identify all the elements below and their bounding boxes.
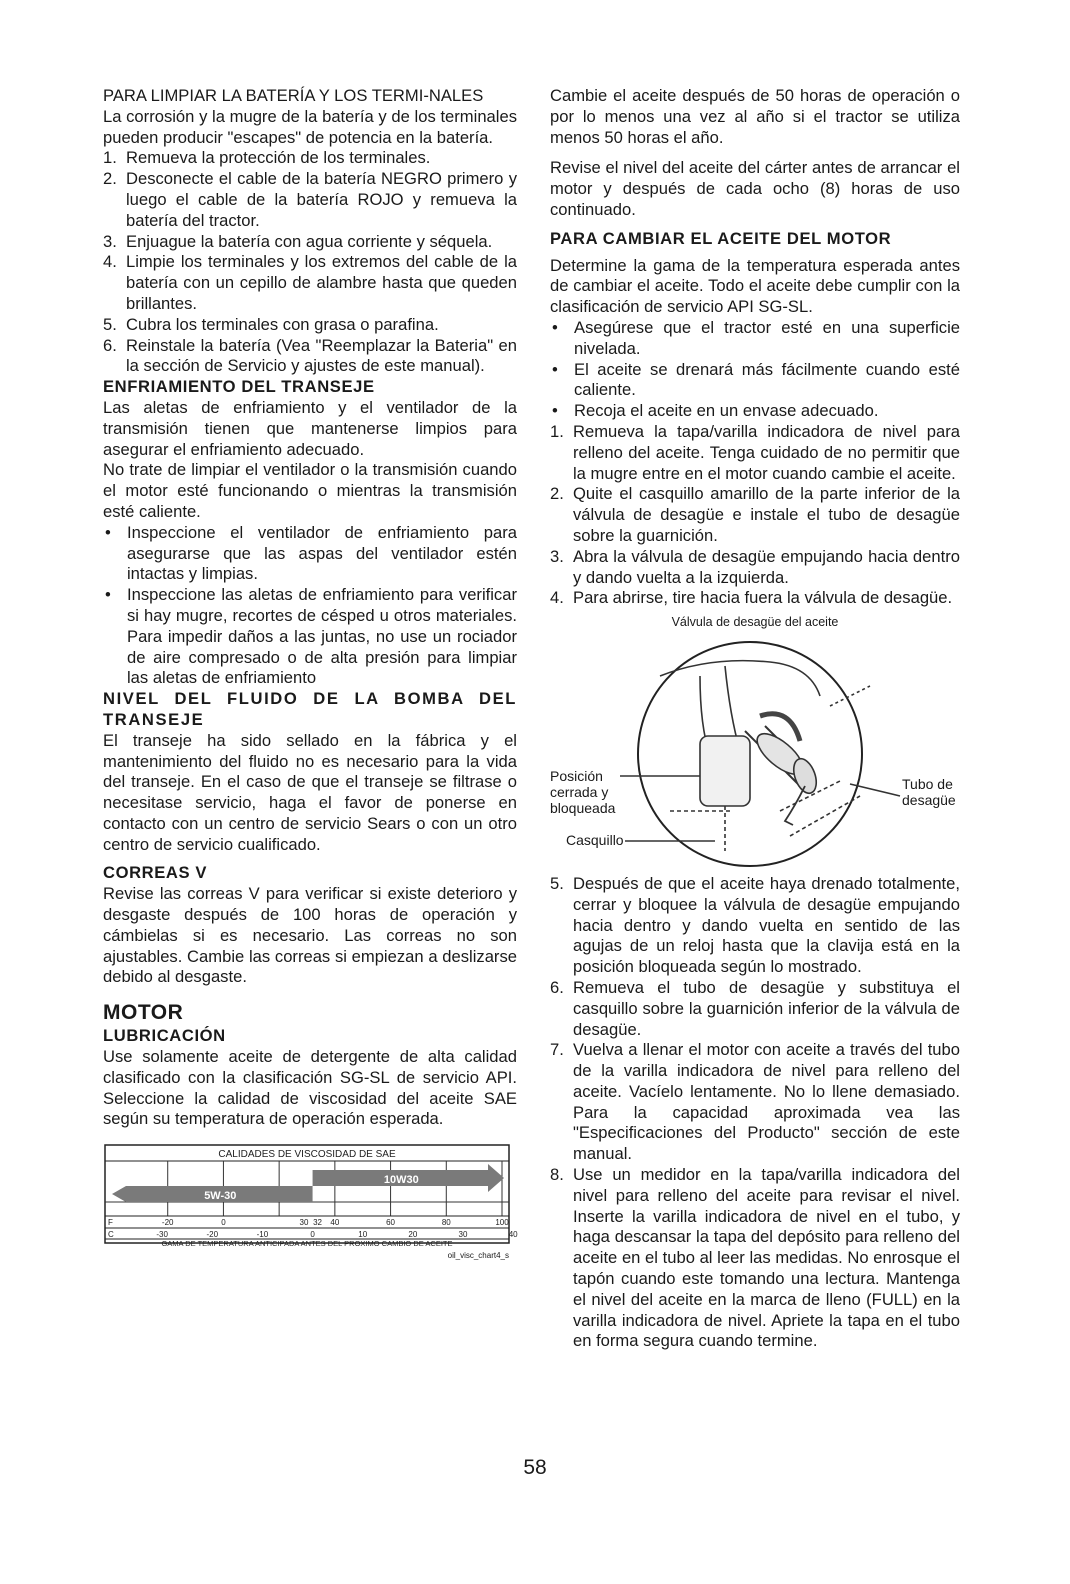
pump-paragraph: El transeje ha sido sellado en la fábrica y el mantenimiento del fluido no es necesario para la vida del transeje. En el caso de que el transeje se filtrase o necesitase servicio, haga el favor de ponerse en contacto con un centro de servicio Sears o con un otro centro de servicio cualificado.: [103, 730, 517, 854]
lubrication-heading: LUBRICACIÓN: [103, 1026, 226, 1046]
item-text: El aceite se drenará más fácilmente cuando esté caliente.: [574, 359, 960, 400]
numbered-item: [550, 588, 960, 609]
bullet-item: [550, 401, 960, 422]
numbered-item: [103, 315, 517, 336]
right-column: [550, 86, 960, 1352]
cooling-paragraph-2: No trate de limpiar el ventilador o la transmisión cuando el motor esté funcionando o mientras la transmisión esté caliente.: [103, 460, 517, 521]
item-text: Remueva la tapa/varilla indicadora de nivel para relleno del aceite. Tenga cuidado de no permitir que la mugre entre en el motor cuando cambie el aceite.: [573, 421, 960, 483]
bullet-marker: •: [552, 401, 558, 421]
celsius-tick: -10: [256, 1230, 269, 1240]
label-closed-locked: Posición cerrada y bloqueada: [550, 767, 616, 816]
item-text: Remueva el tubo de desagüe y substituya el casquillo sobre la guarnición inferior de la válvula de desagüe.: [573, 977, 960, 1039]
drain-valve-diagram: [550, 636, 960, 874]
bullet-item: [103, 523, 517, 585]
item-number: 3.: [550, 546, 564, 566]
oil-change-intro: Determine la gama de la temperatura esperada antes de cambiar el aceite. Todo el aceite debe cumplir con la clasificación de servicio API SG-SL.: [550, 255, 960, 317]
cooling-paragraph-1: Las aletas de enfriamiento y el ventilador de la transmisión tienen que mantenerse limpios para asegurar el enfriamiento adecuado.: [103, 397, 517, 459]
viscosity-bar-label: 5W-30: [204, 1190, 237, 1203]
chart-footer: GAMA DE TEMPERATURA ANTICIPADA ANTES DEL PROXIMO CAMBIO DE ACEITE: [161, 1239, 453, 1249]
numbered-item: [550, 978, 960, 1040]
item-number: 6.: [103, 335, 117, 355]
numbered-item: [103, 169, 517, 231]
item-text: Use un medidor en la tapa/varilla indicadora del nivel para relleno del aceite para revisar el nivel. Inserte la varilla indicadora de nivel en el tubo, y haga descansar la tapa del depósito para relleno del aceite en el tubo al leer las medidas. No enrosque el tapón cuando este tomando una lectura. Mantenga el nivel del aceite en la marca de lleno (FULL) en la varilla indicadora de nivel. Apriete la tapa en el tubo en forma segura cuando termine.: [573, 1165, 960, 1351]
fahrenheit-tick: 100: [495, 1218, 509, 1228]
item-text: Después de que el aceite haya drenado totalmente, cerrar y bloquee la válvula de desagüe empujando hacia dentro y dando vuelta en sentido de las agujas de un reloj hasta que la clavija está en la posición bloqueada según lo mostrado.: [573, 873, 960, 977]
item-number: 1.: [103, 148, 117, 168]
oil-check-paragraph: Revise el nivel del aceite del cárter antes de arrancar el motor y después de cada ocho (8) horas de uso continuado.: [550, 158, 960, 219]
oil-steps-a: [550, 422, 960, 609]
fahrenheit-tick: 40: [330, 1218, 340, 1228]
item-number: 6.: [550, 977, 564, 997]
oil-change-heading: PARA CAMBIAR EL ACEITE DEL MOTOR: [550, 228, 892, 248]
belts-paragraph: Revise las correas V para verificar si existe deterioro y desgaste después de 100 horas de operación y cámbielas si es necesario. Las correas no son ajustables. Cambie las correas si empiezan a deslizarse debido al desgaste.: [103, 884, 517, 987]
battery-title: PARA LIMPIAR LA BATERÍA Y LOS TERMI-NALES: [103, 86, 484, 105]
item-text: Asegúrese que el tractor esté en una superficie nivelada.: [574, 317, 960, 358]
numbered-item: [550, 874, 960, 978]
battery-steps: [103, 148, 517, 377]
celsius-tick: 0: [310, 1230, 315, 1240]
item-text: Cubra los terminales con grasa o parafina.: [126, 314, 439, 334]
numbered-item: [550, 484, 960, 546]
numbered-item: [103, 252, 517, 314]
oil-steps-b: [550, 874, 960, 1352]
bullet-marker: •: [552, 359, 558, 379]
chart-title: CALIDADES DE VISCOSIDAD DE SAE: [218, 1149, 396, 1161]
bullet-item: [550, 318, 960, 360]
item-text: Remueva la protección de los terminales.: [126, 148, 431, 168]
oil-interval-paragraph: Cambie el aceite después de 50 horas de operación o por lo menos una vez al año si el tractor se utiliza menos 50 horas el año.: [550, 86, 960, 147]
item-text: Vuelva a llenar el motor con aceite a través del tubo de la varilla indicadora de nivel para relleno del aceite. Vacíelo lentamente. No lo llene demasiado. Para la capacidad aproximada vea las "Especificaciones del Producto" sección de este manual.: [573, 1040, 960, 1164]
celsius-tick: 20: [408, 1230, 418, 1240]
belts-heading: CORREAS V: [103, 863, 208, 883]
lubrication-paragraph: Use solamente aceite de detergente de alta calidad clasificado con la clasificación SG-SL de servicio API. Seleccione la calidad de viscosidad del aceite SAE según su temperatura de operación esperada.: [103, 1047, 517, 1129]
item-text: Limpie los terminales y los extremos del cable de la batería con un cepillo de alambre hasta que queden brillantes.: [126, 252, 517, 313]
celsius-tick: 10: [358, 1230, 368, 1240]
bullet-marker: •: [105, 585, 111, 605]
celsius-tick: 40: [508, 1230, 518, 1240]
item-text: Inspeccione las aletas de enfriamiento para verificar si hay mugre, recortes de césped u otros materiales. Para impedir daños a las juntas, no use un rociador de aire compresado o de alta presión para limpiar las aletas de enfriamiento: [127, 585, 517, 688]
label-cap: Casquillo: [566, 831, 624, 848]
item-number: 5.: [103, 314, 117, 334]
item-text: Desconecte el cable de la batería NEGRO primero y luego el cable de la batería ROJO y remueva la batería del tractor.: [126, 169, 517, 230]
celsius-tick: -20: [206, 1230, 219, 1240]
item-text: Para abrirse, tire hacia fuera la válvula de desagüe.: [573, 588, 953, 608]
bullet-item: [103, 585, 517, 689]
viscosity-bar-label: 10W30: [383, 1174, 419, 1187]
numbered-item: [103, 232, 517, 253]
pump-heading: NIVEL DEL FLUIDO DE LA BOMBA DEL TRANSEJE: [103, 689, 517, 729]
celsius-tick: 30: [458, 1230, 468, 1240]
fahrenheit-tick: 0: [221, 1218, 226, 1228]
numbered-item: [550, 422, 960, 484]
diagram-caption: Válvula de desagüe del aceite: [671, 615, 839, 630]
chart-file-label: oil_visc_chart4_s: [447, 1251, 509, 1261]
item-number: 4.: [103, 252, 117, 272]
item-number: 3.: [103, 231, 117, 251]
item-text: Reinstale la batería (Vea "Reemplazar la Bateria" en la sección de Servicio y ajustes de este manual).: [126, 335, 517, 376]
item-number: 2.: [550, 484, 564, 504]
fahrenheit-tick: 80: [441, 1218, 451, 1228]
fahrenheit-unit: F: [108, 1218, 113, 1228]
bullet-item: [550, 360, 960, 402]
motor-heading: MOTOR: [103, 1001, 184, 1025]
left-column: [103, 86, 517, 1260]
fahrenheit-tick: 60: [386, 1218, 396, 1228]
viscosity-chart: [104, 1144, 518, 1249]
item-number: 4.: [550, 588, 564, 608]
item-number: 7.: [550, 1040, 564, 1060]
numbered-item: [103, 336, 517, 378]
label-drain-tube: Tubo de desagüe: [902, 775, 956, 808]
item-number: 5.: [550, 873, 564, 893]
cooling-bullets: [103, 523, 517, 689]
celsius-unit: C: [108, 1230, 114, 1240]
item-text: Recoja el aceite en un envase adecuado.: [574, 401, 879, 421]
fahrenheit-tick: 30: [299, 1218, 309, 1228]
numbered-item: [550, 1040, 960, 1165]
numbered-item: [550, 547, 960, 589]
item-text: Enjuague la batería con agua corriente y séquela.: [126, 231, 493, 251]
item-text: Inspeccione el ventilador de enfriamiento para asegurarse que las aspas del ventilador estén intactas y limpias.: [127, 522, 517, 584]
battery-intro: La corrosión y la mugre de la batería y de los terminales pueden producir "escapes" de potencia en la batería.: [103, 106, 517, 147]
numbered-item: [550, 1165, 960, 1352]
item-text: Quite el casquillo amarillo de la parte inferior de la válvula de desagüe e instale el tubo de desagüe sobre la guarnición.: [573, 484, 960, 545]
item-number: 8.: [550, 1165, 564, 1185]
item-number: 2.: [103, 169, 117, 189]
numbered-item: [103, 148, 517, 169]
page-number: 58: [523, 1456, 547, 1479]
fahrenheit-tick: 32: [313, 1218, 323, 1228]
fahrenheit-tick: -20: [161, 1218, 174, 1228]
bullet-marker: •: [105, 522, 111, 542]
viscosity-chart-svg: [104, 1144, 518, 1249]
celsius-tick: -30: [156, 1230, 168, 1240]
cooling-heading: ENFRIAMIENTO DEL TRANSEJE: [103, 377, 375, 397]
item-number: 1.: [550, 421, 564, 441]
bullet-marker: •: [552, 317, 558, 337]
oil-bullets: [550, 318, 960, 422]
item-text: Abra la válvula de desagüe empujando hacia dentro y dando vuelta a la izquierda.: [573, 546, 960, 587]
